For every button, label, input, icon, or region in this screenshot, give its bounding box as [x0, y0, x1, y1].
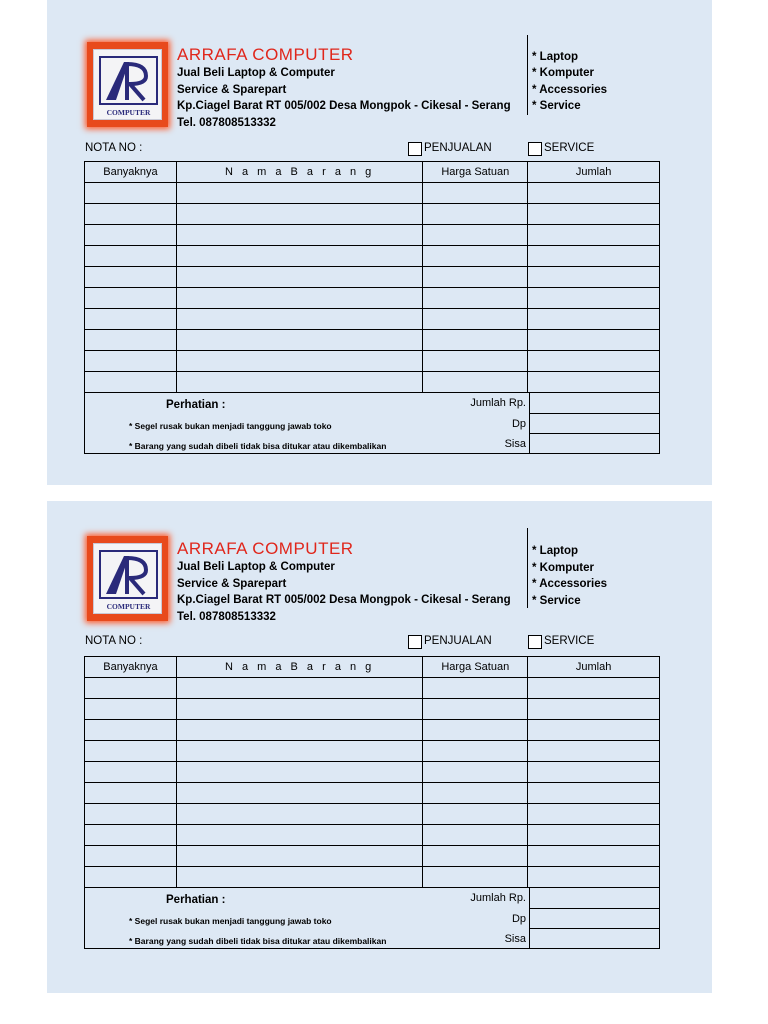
qty-cell[interactable] — [85, 699, 177, 720]
penjualan-checkbox[interactable] — [408, 142, 422, 156]
qty-cell[interactable] — [85, 804, 177, 825]
dp-label: Dp — [511, 913, 526, 925]
table-row — [85, 699, 660, 720]
unit-price-cell[interactable] — [423, 783, 528, 804]
item-name-cell[interactable] — [176, 804, 422, 825]
item-name-cell[interactable] — [176, 267, 422, 288]
amount-cell[interactable] — [528, 330, 660, 351]
service-item-service: * Service — [532, 594, 581, 607]
table-row — [85, 351, 660, 372]
shop-logo — [93, 543, 162, 614]
table-footer — [84, 887, 660, 949]
unit-price-cell[interactable] — [423, 309, 528, 330]
table-footer — [84, 392, 660, 454]
unit-price-cell[interactable] — [423, 246, 528, 267]
item-name-cell[interactable] — [176, 783, 422, 804]
col-banyaknya: Banyaknya — [85, 162, 177, 183]
unit-price-cell[interactable] — [423, 372, 528, 393]
qty-cell[interactable] — [85, 183, 177, 204]
unit-price-cell[interactable] — [423, 288, 528, 309]
logo-text: COMPUTER — [106, 602, 151, 611]
unit-price-cell[interactable] — [423, 225, 528, 246]
unit-price-cell[interactable] — [423, 720, 528, 741]
amount-cell[interactable] — [528, 288, 660, 309]
amount-cell[interactable] — [528, 678, 660, 699]
unit-price-cell[interactable] — [423, 699, 528, 720]
item-name-cell[interactable] — [176, 330, 422, 351]
penjualan-label: PENJUALAN — [424, 635, 492, 647]
shop-name: ARRAFA COMPUTER — [177, 45, 354, 64]
note-no-return: * Barang yang sudah dibeli tidak bisa ditukar atau dikembalikan — [129, 936, 387, 946]
service-label: SERVICE — [544, 142, 595, 154]
logo-text: COMPUTER — [106, 108, 151, 117]
table-row — [85, 678, 660, 699]
service-item-laptop: * Laptop — [532, 545, 578, 557]
qty-cell[interactable] — [85, 267, 177, 288]
amount-cell[interactable] — [528, 267, 660, 288]
jumlah-rp-label: Jumlah Rp. — [470, 397, 526, 409]
amount-cell[interactable] — [528, 246, 660, 267]
qty-cell[interactable] — [85, 678, 177, 699]
service-label: SERVICE — [544, 635, 595, 647]
qty-cell[interactable] — [85, 225, 177, 246]
unit-price-cell[interactable] — [423, 330, 528, 351]
service-item-accessories: * Accessories — [532, 84, 608, 96]
nota-label: NOTA NO : — [85, 635, 143, 647]
item-name-cell[interactable] — [176, 309, 422, 330]
table-row — [85, 804, 660, 825]
amount-cell[interactable] — [528, 762, 660, 783]
unit-price-cell[interactable] — [423, 867, 528, 888]
unit-price-cell[interactable] — [423, 846, 528, 867]
jumlah-rp-label: Jumlah Rp. — [470, 892, 526, 904]
service-item-komputer: * Komputer — [532, 67, 594, 79]
table-row — [85, 720, 660, 741]
note-segel: * Segel rusak bukan menjadi tanggung jawab toko — [129, 421, 332, 431]
amount-cell[interactable] — [528, 720, 660, 741]
amount-cell[interactable] — [528, 783, 660, 804]
table-row — [85, 867, 660, 888]
amount-cell[interactable] — [528, 741, 660, 762]
receipt-form-bottom — [47, 501, 712, 993]
shop-tagline: Jual Beli Laptop & Computer — [177, 561, 335, 573]
table-row — [85, 783, 660, 804]
col-jumlah: Jumlah — [528, 657, 660, 678]
table-row — [85, 267, 660, 288]
unit-price-cell[interactable] — [423, 183, 528, 204]
service-item-laptop: * Laptop — [532, 51, 578, 63]
amount-cell[interactable] — [528, 309, 660, 330]
note-no-return: * Barang yang sudah dibeli tidak bisa ditukar atau dikembalikan — [129, 441, 387, 451]
col-harga-satuan: Harga Satuan — [423, 162, 528, 183]
dp-field[interactable] — [529, 413, 660, 434]
item-name-cell[interactable] — [176, 720, 422, 741]
unit-price-cell[interactable] — [423, 825, 528, 846]
unit-price-cell[interactable] — [423, 267, 528, 288]
table-row — [85, 225, 660, 246]
col-jumlah: Jumlah — [528, 162, 660, 183]
amount-cell[interactable] — [528, 804, 660, 825]
table-row — [85, 183, 660, 204]
items-table — [84, 656, 660, 888]
amount-cell[interactable] — [528, 351, 660, 372]
amount-cell[interactable] — [528, 372, 660, 393]
penjualan-label: PENJUALAN — [424, 142, 492, 154]
qty-cell[interactable] — [85, 825, 177, 846]
perhatian-label: Perhatian : — [166, 894, 226, 906]
qty-cell[interactable] — [85, 288, 177, 309]
item-name-cell[interactable] — [176, 372, 422, 393]
qty-cell[interactable] — [85, 204, 177, 225]
qty-cell[interactable] — [85, 720, 177, 741]
item-name-cell[interactable] — [176, 867, 422, 888]
dp-field[interactable] — [529, 908, 660, 929]
amount-cell[interactable] — [528, 183, 660, 204]
table-row — [85, 288, 660, 309]
receipt-form-top — [47, 0, 712, 485]
item-name-cell[interactable] — [176, 678, 422, 699]
sisa-label: Sisa — [504, 933, 526, 945]
jumlah-rp-field[interactable] — [529, 392, 660, 413]
qty-cell[interactable] — [85, 330, 177, 351]
item-name-cell[interactable] — [176, 825, 422, 846]
shop-phone: Tel. 087808513332 — [177, 117, 276, 129]
amount-cell[interactable] — [528, 825, 660, 846]
shop-tagline: Jual Beli Laptop & Computer — [177, 67, 335, 79]
qty-cell[interactable] — [85, 846, 177, 867]
service-item-accessories: * Accessories — [532, 578, 608, 590]
service-item-komputer: * Komputer — [532, 561, 594, 574]
item-name-cell[interactable] — [176, 351, 422, 372]
jumlah-rp-field[interactable] — [529, 887, 660, 908]
shop-service-line: Service & Sparepart — [177, 577, 287, 590]
shop-name: ARRAFA COMPUTER — [177, 539, 354, 558]
qty-cell[interactable] — [85, 309, 177, 330]
table-row — [85, 330, 660, 351]
table-row — [85, 372, 660, 393]
unit-price-cell[interactable] — [423, 762, 528, 783]
shop-address: Kp.Ciagel Barat RT 005/002 Desa Mongpok - Cikesal - Serang — [177, 100, 511, 112]
unit-price-cell[interactable] — [423, 204, 528, 225]
unit-price-cell[interactable] — [423, 741, 528, 762]
qty-cell[interactable] — [85, 762, 177, 783]
item-name-cell[interactable] — [176, 846, 422, 867]
item-name-cell[interactable] — [176, 204, 422, 225]
sisa-field[interactable] — [529, 433, 660, 454]
logo-frame — [87, 42, 168, 127]
item-name-cell[interactable] — [176, 225, 422, 246]
table-row — [85, 204, 660, 225]
col-nama-barang: N a m a B a r a n g — [176, 657, 422, 678]
item-name-cell[interactable] — [176, 741, 422, 762]
amount-cell[interactable] — [528, 225, 660, 246]
shop-service-line: Service & Sparepart — [177, 84, 287, 96]
dp-label: Dp — [511, 418, 526, 430]
header-divider — [527, 528, 528, 608]
qty-cell[interactable] — [85, 351, 177, 372]
unit-price-cell[interactable] — [423, 804, 528, 825]
unit-price-cell[interactable] — [423, 678, 528, 699]
amount-cell[interactable] — [528, 846, 660, 867]
items-table — [84, 161, 660, 393]
table-row — [85, 741, 660, 762]
item-name-cell[interactable] — [176, 699, 422, 720]
table-row — [85, 309, 660, 330]
item-name-cell[interactable] — [176, 762, 422, 783]
amount-cell[interactable] — [528, 204, 660, 225]
service-checkbox[interactable] — [528, 635, 542, 649]
item-name-cell[interactable] — [176, 183, 422, 204]
amount-cell[interactable] — [528, 699, 660, 720]
perhatian-label: Perhatian : — [166, 399, 226, 411]
item-name-cell[interactable] — [176, 246, 422, 267]
amount-cell[interactable] — [528, 867, 660, 888]
penjualan-checkbox[interactable] — [408, 635, 422, 649]
col-harga-satuan: Harga Satuan — [423, 657, 528, 678]
logo-frame — [87, 536, 168, 621]
qty-cell[interactable] — [85, 246, 177, 267]
table-row — [85, 762, 660, 783]
header-divider — [527, 35, 528, 115]
table-row — [85, 825, 660, 846]
item-name-cell[interactable] — [176, 288, 422, 309]
qty-cell[interactable] — [85, 783, 177, 804]
unit-price-cell[interactable] — [423, 351, 528, 372]
qty-cell[interactable] — [85, 867, 177, 888]
table-row — [85, 246, 660, 267]
sisa-label: Sisa — [504, 438, 526, 450]
service-checkbox[interactable] — [528, 142, 542, 156]
note-segel: * Segel rusak bukan menjadi tanggung jawab toko — [129, 916, 332, 926]
service-item-service: * Service — [532, 100, 581, 112]
shop-logo — [93, 49, 162, 120]
qty-cell[interactable] — [85, 372, 177, 393]
col-banyaknya: Banyaknya — [85, 657, 177, 678]
shop-address: Kp.Ciagel Barat RT 005/002 Desa Mongpok - Cikesal - Serang — [177, 594, 511, 606]
shop-phone: Tel. 087808513332 — [177, 610, 276, 623]
nota-label: NOTA NO : — [85, 142, 143, 154]
col-nama-barang: N a m a B a r a n g — [176, 162, 422, 183]
qty-cell[interactable] — [85, 741, 177, 762]
table-row — [85, 846, 660, 867]
sisa-field[interactable] — [529, 928, 660, 949]
